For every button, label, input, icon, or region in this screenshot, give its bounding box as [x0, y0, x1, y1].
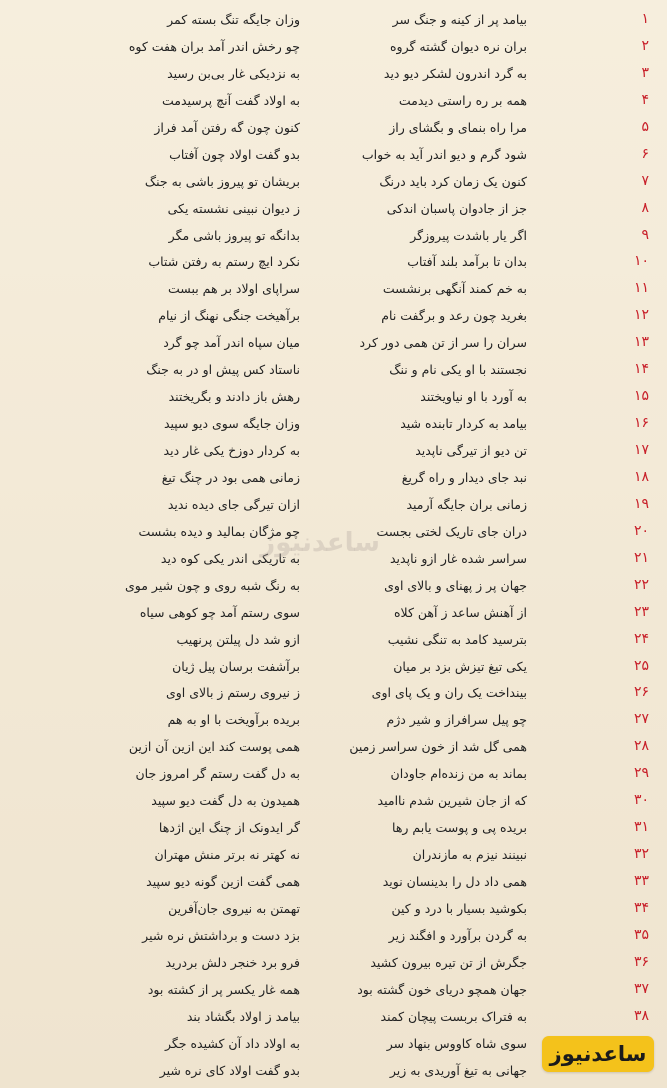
verse-row: [0, 788, 667, 815]
verse-number: ۳۷: [633, 980, 649, 997]
second-hemistich: بغرید چون رعد و برگفت نام: [381, 308, 527, 324]
second-hemistich: جهان پر ز پهنای و بالای اوی: [384, 577, 527, 593]
first-hemistich: به تاریکی اندر یکی کوه دید: [160, 550, 300, 566]
verse-number: ۳۱: [633, 819, 649, 836]
verse-row: [0, 34, 667, 61]
second-hemistich: تن دیو از تیرگی ناپدید: [415, 443, 527, 458]
verse-row: [0, 88, 667, 115]
first-hemistich: میان سپاه اندر آمد چو گرد: [163, 335, 300, 351]
verse-row: [0, 465, 667, 492]
first-hemistich: نه کهتر نه برتر منش مهتران: [154, 847, 300, 863]
verse-row: [0, 196, 667, 223]
verse-row: [0, 142, 667, 169]
verse-number: ۳۴: [633, 899, 649, 916]
second-hemistich: سوی شاه کاووس بنهاد سر: [386, 1035, 527, 1051]
second-hemistich: دران جای تاریک لختی بجست: [376, 523, 527, 539]
second-hemistich: اگر یار باشدت پیروزگر: [410, 227, 527, 243]
first-hemistich: بیامد ز اولاد بگشاد بند: [186, 1008, 300, 1024]
verse-number: ۲۵: [633, 657, 649, 674]
second-hemistich: نبینند نیزم به مازندران: [412, 847, 527, 863]
first-hemistich: برآهیخت جنگی نهنگ از نیام: [158, 308, 300, 324]
verse-row: [0, 654, 667, 681]
verse-number: ۶: [641, 145, 649, 162]
verse-row: [0, 680, 667, 707]
verse-row: [0, 815, 667, 842]
second-hemistich: به گرد اندرون لشکر دیو دید: [383, 65, 527, 81]
first-hemistich: سراپای اولاد بر هم ببست: [168, 281, 300, 297]
second-hemistich: بینداخت یک ران و یک پای اوی: [371, 685, 527, 701]
first-hemistich: برآشفت برسان پیل ژیان: [172, 658, 300, 674]
verse-row: [0, 61, 667, 88]
verse-number: ۱: [641, 11, 649, 27]
verse-number: ۵: [641, 118, 649, 135]
verse-row: [0, 923, 667, 950]
verse-number: ۸: [641, 199, 649, 216]
second-hemistich: بیامد پر از کینه و جنگ سر: [392, 12, 527, 27]
second-hemistich: کنون یک زمان کرد باید درنگ: [379, 173, 527, 189]
first-hemistich: کنون چون گه رفتن آمد فراز: [154, 119, 300, 135]
first-hemistich: به اولاد داد آن کشیده جگر: [164, 1035, 300, 1051]
first-hemistich: فرو برد خنجر دلش بردرید: [165, 954, 300, 970]
first-hemistich: به نزدیکی غار بی‌بن رسید: [167, 65, 300, 81]
second-hemistich: مرا راه بنمای و بگشای راز: [389, 119, 527, 135]
verse-number: ۲۳: [633, 603, 649, 620]
verse-row: [0, 7, 667, 34]
second-hemistich: به آورد با او نیاویختند: [420, 389, 527, 405]
watermark: ساعدنیوز: [260, 528, 380, 558]
first-hemistich: ز نیروی رستم ز بالای اوی: [165, 685, 300, 701]
second-hemistich: نجستند با او یکی نام و ننگ: [389, 362, 527, 378]
verse-row: [0, 627, 667, 654]
site-logo: ساعدنیوز: [542, 1036, 654, 1072]
first-hemistich: به دل گفت رستم گر امروز جان: [135, 766, 300, 782]
first-hemistich: بزد دست و برداشتش نره شیر: [142, 927, 300, 943]
verse-row: [0, 249, 667, 276]
verse-number: ۲۴: [633, 630, 649, 647]
verse-row: [0, 438, 667, 465]
verse-number: ۷: [641, 172, 649, 189]
verse-number: ۲۱: [633, 549, 649, 566]
second-hemistich: بماند به من زنده‌ام جاودان: [390, 766, 527, 782]
verse-row: [0, 896, 667, 923]
verse-number: ۴: [641, 91, 649, 108]
verse-number: ۲۲: [633, 576, 649, 593]
second-hemistich: به خم کمند آنگهی برنشست: [382, 281, 527, 297]
second-hemistich: بترسید کامد به تنگی نشیب: [387, 631, 527, 647]
first-hemistich: همی گفت ازین گونه دیو سپید: [146, 874, 300, 889]
first-hemistich: بدو گفت اولاد کای نره شیر: [159, 1062, 300, 1078]
verse-row: [0, 573, 667, 600]
first-hemistich: به اولاد گفت آنچ پرسیدمت: [161, 92, 300, 108]
first-hemistich: همه غار یکسر پر از کشته بود: [147, 981, 300, 997]
verse-number: ۳۳: [633, 873, 649, 889]
second-hemistich: به فتراک بربست پیچان کمند: [380, 1008, 527, 1024]
first-hemistich: چو مژگان بمالید و دیده بشست: [138, 523, 300, 539]
verse-row: [0, 761, 667, 788]
verse-row: [0, 600, 667, 627]
verse-number: ۳۶: [633, 953, 649, 970]
verse-row: [0, 276, 667, 303]
verse-number: ۲۹: [633, 765, 649, 782]
first-hemistich: بدانگه تو پیروز باشی مگر: [168, 227, 300, 243]
verse-number: ۱۵: [633, 388, 649, 405]
second-hemistich: بیامد به کردار تابنده شید: [400, 416, 527, 432]
verse-row: [0, 357, 667, 384]
second-hemistich: بران نره دیوان گشته گروه: [389, 38, 527, 54]
verse-row: [0, 734, 667, 761]
verse-number: ۳۵: [633, 926, 649, 943]
second-hemistich: چو پیل سرافراز و شیر دژم: [386, 712, 527, 728]
verse-number: ۳۰: [633, 792, 649, 809]
verse-row: [0, 1004, 667, 1031]
first-hemistich: همی پوست کند این ازین آن ازین: [128, 739, 300, 755]
second-hemistich: از آهنش ساعد ز آهن کلاه: [393, 604, 527, 620]
first-hemistich: گر ایدونک از چنگ این اژدها: [158, 820, 300, 836]
first-hemistich: سوی رستم آمد چو کوهی سیاه: [139, 604, 300, 620]
second-hemistich: بکوشید بسیار با درد و کین: [391, 900, 527, 916]
verse-number: ۲۶: [633, 684, 649, 701]
verse-row: [0, 303, 667, 330]
first-hemistich: رهش باز دادند و بگریختند: [168, 389, 300, 405]
verse-number: ۱۷: [633, 442, 649, 458]
first-hemistich: به کردار دوزخ یکی غار دید: [163, 443, 300, 458]
verse-number: ۲۸: [633, 738, 649, 755]
first-hemistich: وزان جایگه سوی دیو سپید: [163, 416, 300, 432]
verse-row: [0, 169, 667, 196]
verse-row: [0, 842, 667, 869]
second-hemistich: به گردن برآورد و افگند زیر: [388, 927, 527, 943]
verse-row: [0, 411, 667, 438]
first-hemistich: تهمتن به نیروی جان‌آفرین: [168, 900, 300, 916]
first-hemistich: بدو گفت اولاد چون آفتاب: [169, 146, 300, 162]
second-hemistich: بدان تا برآمد بلند آفتاب: [407, 254, 527, 270]
first-hemistich: به رنگ شبه روی و چون شیر موی: [125, 577, 300, 593]
second-hemistich: همی داد دل را بدینسان نوید: [382, 874, 527, 889]
verse-number: ۱۱: [633, 280, 649, 297]
first-hemistich: زمانی همی بود در چنگ تیغ: [161, 469, 300, 485]
verse-number: ۲۰: [633, 522, 649, 539]
first-hemistich: نکرد ایچ رستم به رفتن شتاب: [148, 254, 300, 270]
verse-row: [0, 115, 667, 142]
second-hemistich: جز از جادوان پاسبان اندکی: [386, 200, 527, 216]
verse-number: ۱۸: [633, 468, 649, 485]
second-hemistich: نبد جای دیدار و راه گریغ: [401, 469, 527, 485]
verse-number: ۲: [641, 37, 649, 54]
verse-number: ۱۰: [633, 253, 649, 270]
second-hemistich: همی گل شد از خون سراسر زمین: [349, 739, 527, 755]
second-hemistich: همه بر ره راستی دیدمت: [398, 92, 527, 108]
first-hemistich: ازان تیرگی جای دیده ندید: [167, 496, 300, 512]
second-hemistich: یکی تیغ تیزش بزد بر میان: [393, 658, 527, 674]
second-hemistich: که از جان شیرین شدم ناامید: [377, 793, 527, 809]
first-hemistich: ناستاد کس پیش او در به جنگ: [146, 362, 300, 378]
first-hemistich: چو رخش اندر آمد بران هفت کوه: [128, 38, 300, 54]
verse-number: ۳۸: [633, 1007, 649, 1024]
verse-row: [0, 223, 667, 250]
second-hemistich: سران را سر از تن همی دور کرد: [359, 335, 527, 351]
second-hemistich: سراسر شده غار ازو ناپدید: [390, 550, 527, 566]
verse-row: [0, 492, 667, 519]
verse-number: ۳: [641, 64, 649, 81]
second-hemistich: جهان همچو دریای خون گشته بود: [357, 981, 527, 997]
verse-row: [0, 707, 667, 734]
verse-number: ۱۹: [633, 495, 649, 512]
first-hemistich: بریده برآویخت با او به هم: [167, 712, 300, 728]
first-hemistich: ازو شد دل پیلتن پرنهیب: [176, 631, 300, 647]
first-hemistich: ز دیوان نبینی نشسته یکی: [167, 200, 300, 216]
verse-number: ۱۴: [633, 361, 649, 378]
verse-number: ۹: [641, 226, 649, 243]
verse-row: [0, 950, 667, 977]
second-hemistich: بریده پی و پوست یابم رها: [392, 820, 527, 836]
verse-row: [0, 384, 667, 411]
verse-row: [0, 869, 667, 896]
second-hemistich: شود گرم و دیو اندر آید به خواب: [361, 146, 527, 162]
second-hemistich: جگرش از تن تیره بیرون کشید: [370, 954, 527, 970]
verse-number: ۲۷: [633, 711, 649, 728]
verse-row: [0, 977, 667, 1004]
first-hemistich: همیدون به دل گفت دیو سپید: [151, 793, 300, 809]
verse-row: [0, 330, 667, 357]
verse-number: ۳۲: [633, 846, 649, 863]
verse-number: ۱۳: [633, 334, 649, 351]
verse-number: ۱۲: [633, 307, 649, 324]
first-hemistich: وزان جایگه تنگ بسته کمر: [167, 12, 300, 27]
verse-number: ۱۶: [633, 415, 649, 432]
second-hemistich: زمانی بران جایگه آرمید: [406, 496, 527, 512]
first-hemistich: بریشان تو پیروز باشی به جنگ: [144, 173, 300, 189]
second-hemistich: جهانی به تیغ آوریدی به زیر: [389, 1062, 527, 1078]
